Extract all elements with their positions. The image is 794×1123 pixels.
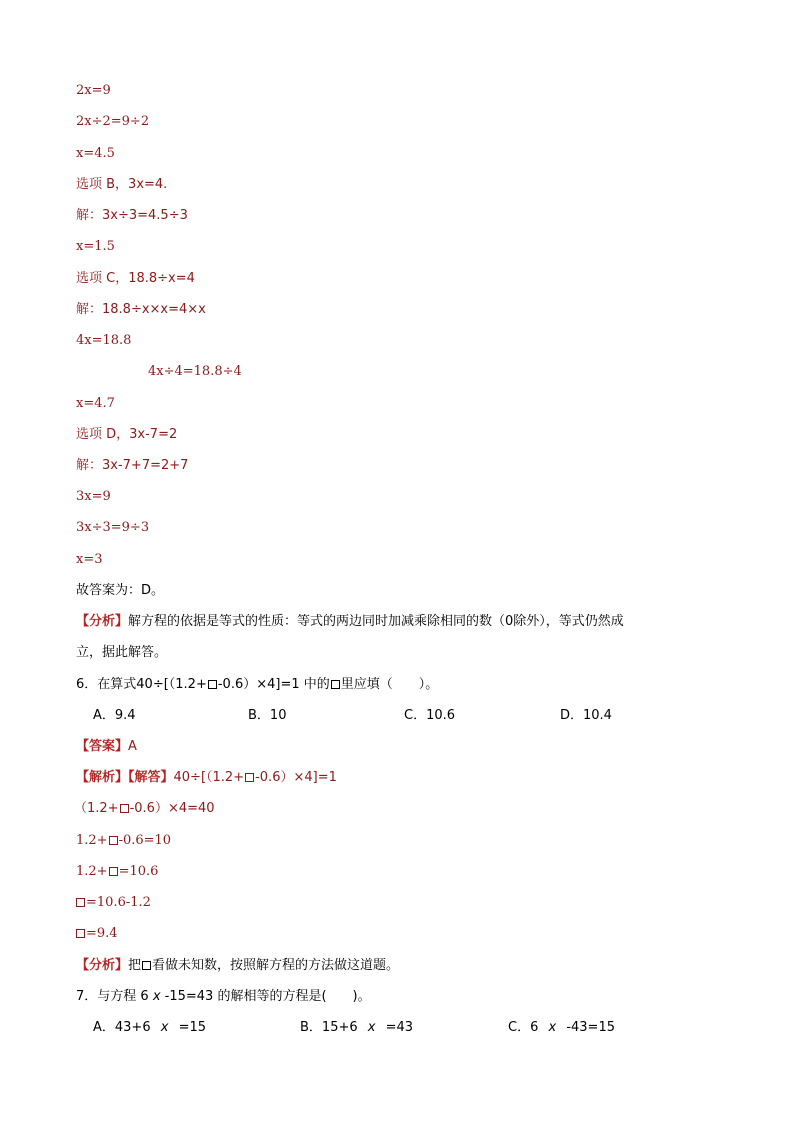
- variable-x: x: [160, 1020, 169, 1035]
- blank-box-icon: [120, 804, 129, 813]
- question-text: 里应填（ ）。: [340, 677, 439, 692]
- explanation-line: [76, 926, 118, 942]
- solution-line: 解：3x÷3=4.5÷3: [76, 208, 188, 223]
- step-text: （1.2+: [74, 801, 119, 816]
- option-a: [93, 1020, 206, 1036]
- explanation-line: [76, 895, 151, 911]
- analysis-line: [76, 958, 399, 974]
- step-text: -0.6）×4]=1: [255, 770, 337, 785]
- step-text: -0.6）×4=40: [129, 801, 215, 816]
- option-text: =15: [174, 1020, 207, 1035]
- analysis-line: [76, 614, 624, 630]
- solution-line: 3x=9: [76, 489, 111, 504]
- analysis-text: 把: [128, 958, 142, 973]
- option-text: B．15+6: [300, 1020, 362, 1035]
- answer-tag: 【答案】: [76, 739, 129, 754]
- blank-box-icon: [245, 773, 254, 782]
- analysis-line: 立，据此解答。: [76, 645, 168, 660]
- variable-x: x: [152, 989, 161, 1004]
- question-text: 7．与方程 6: [76, 989, 153, 1004]
- analysis-text: 看做未知数，按照解方程的方法做这道题。: [152, 958, 400, 973]
- option-d: D．10.4: [560, 708, 612, 723]
- blank-box-icon: [109, 836, 118, 845]
- question-text: -0.6）×4]=1 中的: [217, 677, 330, 692]
- answer-line: [76, 739, 137, 755]
- step-text: 1.2+: [76, 864, 108, 879]
- solution-line: x=4.5: [76, 146, 115, 161]
- blank-box-icon: [76, 898, 85, 907]
- blank-box-icon: [76, 929, 85, 938]
- solution-line: 2x÷2=9÷2: [76, 114, 150, 129]
- option-c: C．10.6: [404, 708, 456, 723]
- conclusion-line: 故答案为：D。: [76, 583, 165, 598]
- explanation-line: [74, 801, 215, 817]
- question-7-stem: [76, 989, 371, 1005]
- solution-line: x=4.7: [76, 396, 115, 411]
- explanation-line: [76, 770, 337, 786]
- question-text: -15=43 的解相等的方程是( )。: [160, 989, 371, 1004]
- explanation-line: [76, 833, 171, 849]
- blank-box-icon: [142, 961, 151, 970]
- question-6-stem: [76, 677, 438, 693]
- step-text: =9.4: [86, 926, 118, 941]
- blank-box-icon: [109, 867, 118, 876]
- analysis-tag: 【分析】: [76, 958, 129, 973]
- solution-line: 选项 C，18.8÷x=4: [76, 271, 195, 286]
- explanation-tag: 【解析】【解答】: [76, 770, 174, 785]
- analysis-tag: 【分析】: [76, 614, 129, 629]
- variable-x: x: [367, 1020, 376, 1035]
- solution-line: x=3: [76, 552, 103, 567]
- solution-line: 选项 D，3x-7=2: [76, 427, 178, 442]
- step-text: =10.6-1.2: [86, 895, 151, 910]
- solution-line: 解：3x-7+7=2+7: [76, 458, 189, 473]
- solution-line: 解：18.8÷x×x=4×x: [76, 302, 206, 317]
- variable-x: x: [548, 1020, 557, 1035]
- solution-line: x=1.5: [76, 239, 115, 254]
- solution-line: 4x=18.8: [76, 333, 132, 348]
- step-text: 40÷[（1.2+: [173, 770, 245, 785]
- explanation-line: [76, 864, 158, 880]
- option-text: =43: [381, 1020, 414, 1035]
- solution-line: 4x÷4=18.8÷4: [148, 364, 242, 379]
- analysis-text: 解方程的依据是等式的性质：等式的两边同时加减乘除相同的数（0除外），等式仍然成: [128, 614, 624, 629]
- option-text: -43=15: [562, 1020, 615, 1035]
- step-text: -0.6=10: [118, 833, 172, 848]
- step-text: 1.2+: [76, 833, 108, 848]
- option-text: C．6: [508, 1020, 543, 1035]
- solution-line: 选项 B，3x=4.: [76, 177, 168, 192]
- step-text: =10.6: [118, 864, 159, 879]
- answer-value: A: [128, 739, 137, 754]
- question-text: 6．在算式40÷[（1.2+: [76, 677, 207, 692]
- option-a: A．9.4: [93, 708, 136, 723]
- solution-line: 2x=9: [76, 83, 111, 98]
- blank-box-icon: [208, 680, 217, 689]
- solution-line: 3x÷3=9÷3: [76, 520, 150, 535]
- option-b: [300, 1020, 413, 1036]
- blank-box-icon: [331, 680, 340, 689]
- option-text: A．43+6: [93, 1020, 155, 1035]
- option-b: B．10: [248, 708, 287, 723]
- option-c: [508, 1020, 615, 1036]
